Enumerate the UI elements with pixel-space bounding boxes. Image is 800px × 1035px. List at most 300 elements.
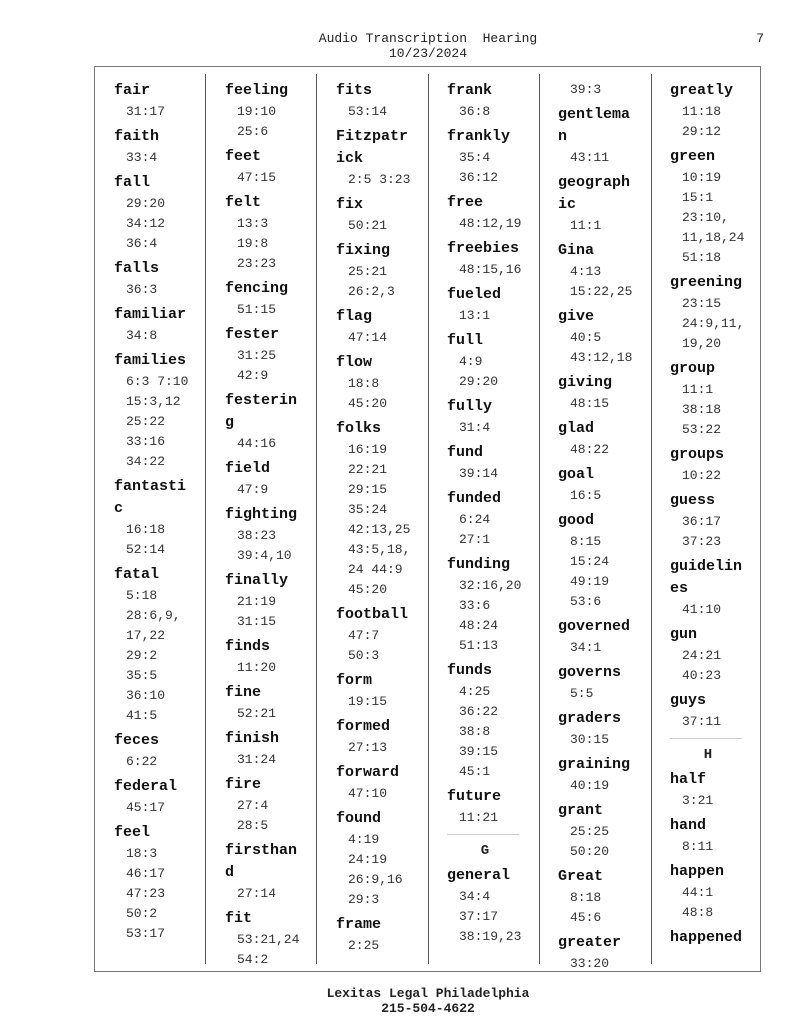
index-term: frank — [447, 82, 493, 99]
index-term: formed — [336, 718, 391, 735]
page-line-reference: 43:11 — [570, 150, 610, 165]
page-line-reference: 29:12 — [682, 124, 722, 139]
page-line-reference: 35:24 — [348, 502, 388, 517]
index-term: fantasti — [114, 478, 187, 495]
index-term: fixing — [336, 242, 391, 259]
page-line-reference: 42:13,25 — [348, 522, 411, 537]
index-references — [225, 704, 335, 724]
index-term: n — [558, 128, 568, 145]
page-line-reference: 3:21 — [682, 793, 714, 808]
page-line-reference: 27:4 — [237, 798, 269, 813]
index-references — [447, 352, 557, 392]
page-line-reference: 40:5 — [570, 330, 602, 345]
index-term: governs — [558, 664, 622, 681]
index-term: greater — [558, 934, 622, 951]
index-references — [225, 480, 335, 500]
index-term: guidelin — [670, 558, 743, 575]
index-term: g — [225, 414, 235, 431]
page-line-reference: 45:20 — [348, 396, 388, 411]
index-references — [447, 464, 557, 484]
index-references — [114, 520, 224, 560]
index-term: found — [336, 810, 382, 827]
page-line-reference: 50:20 — [570, 844, 610, 859]
index-references — [336, 784, 446, 804]
index-references — [225, 526, 335, 566]
page-line-reference: 35:4 — [459, 150, 491, 165]
page-line-reference: 13:1 — [459, 308, 491, 323]
index-term: fencing — [225, 280, 289, 297]
index-term: happen — [670, 863, 725, 880]
page-line-reference: 23:23 — [237, 256, 277, 271]
page-line-reference: 49:19 — [570, 574, 610, 589]
index-term: greatly — [670, 82, 734, 99]
index-term: firsthan — [225, 842, 298, 859]
page-line-reference: 26:2,3 — [348, 284, 395, 299]
page-line-reference: 28:5 — [237, 818, 269, 833]
page-line-reference: 11:20 — [237, 660, 277, 675]
page-line-reference: 24:9,11, — [682, 316, 745, 331]
index-references — [558, 80, 668, 100]
index-term: feeling — [225, 82, 289, 99]
section-letter: H — [703, 747, 713, 763]
index-term: future — [447, 788, 502, 805]
page-line-reference: 32:16,20 — [459, 578, 522, 593]
index-references — [558, 888, 668, 928]
page-line-reference: 36:22 — [459, 704, 499, 719]
index-term: festerin — [225, 392, 298, 409]
index-references — [670, 837, 780, 857]
page-line-reference: 2:5 3:23 — [348, 172, 411, 187]
index-term: federal — [114, 778, 178, 795]
page-line-reference: 4:9 — [459, 354, 483, 369]
page-line-reference: 48:15,16 — [459, 262, 522, 277]
index-references — [336, 440, 446, 600]
page-line-reference: 25:25 — [570, 824, 610, 839]
page-line-reference: 24 44:9 — [348, 562, 403, 577]
index-references — [114, 102, 224, 122]
index-references — [114, 372, 224, 472]
page-line-reference: 31:4 — [459, 420, 491, 435]
index-term: geograph — [558, 174, 631, 191]
index-term: fit — [225, 910, 253, 927]
index-term: glad — [558, 420, 595, 437]
index-term: flow — [336, 354, 373, 371]
page-line-reference: 47:14 — [348, 330, 388, 345]
page-line-reference: 53:17 — [126, 926, 166, 941]
page-line-reference: 15:22,25 — [570, 284, 633, 299]
page-number: 7 — [756, 31, 764, 46]
index-term: freebies — [447, 240, 520, 257]
index-term: grant — [558, 802, 604, 819]
index-term: fully — [447, 398, 493, 415]
index-term: fine — [225, 684, 262, 701]
page-line-reference: 37:11 — [682, 714, 722, 729]
page-line-reference: 33:6 — [459, 598, 491, 613]
index-references — [336, 102, 446, 122]
page-line-reference: 25:22 — [126, 414, 166, 429]
index-term: form — [336, 672, 373, 689]
index-term: feel — [114, 824, 151, 841]
index-references — [336, 374, 446, 414]
page-line-reference: 4:13 — [570, 264, 602, 279]
footer — [0, 986, 800, 1016]
index-references — [670, 294, 780, 354]
index-term: goal — [558, 466, 595, 483]
index-references — [447, 306, 557, 326]
page-line-reference: 47:7 — [348, 628, 380, 643]
page-line-reference: 44:16 — [237, 436, 277, 451]
index-term: Great — [558, 868, 604, 885]
index-term: c — [114, 500, 124, 517]
index-column-5 — [558, 80, 668, 978]
index-column-4 — [447, 80, 557, 951]
index-references — [114, 798, 224, 818]
page-line-reference: 23:10, — [682, 210, 729, 225]
index-references — [670, 600, 780, 620]
index-references — [225, 930, 335, 970]
index-references — [114, 280, 224, 300]
page-line-reference: 51:15 — [237, 302, 277, 317]
index-references — [670, 380, 780, 440]
page-line-reference: 31:15 — [237, 614, 277, 629]
index-term: fire — [225, 776, 262, 793]
index-references — [558, 440, 668, 460]
page-line-reference: 38:23 — [237, 528, 277, 543]
index-references — [336, 738, 446, 758]
page-line-reference: 18:8 — [348, 376, 380, 391]
index-references — [447, 418, 557, 438]
page-line-reference: 29:20 — [459, 374, 499, 389]
page-line-reference: 34:22 — [126, 454, 166, 469]
index-term: fund — [447, 444, 484, 461]
page-line-reference: 34:8 — [126, 328, 158, 343]
page-line-reference: 6:24 — [459, 512, 491, 527]
page-line-reference: 25:6 — [237, 124, 269, 139]
page-line-reference: 8:11 — [682, 839, 714, 854]
index-term: ick — [336, 150, 364, 167]
index-references — [447, 102, 557, 122]
index-references — [447, 808, 557, 828]
page-line-reference: 36:8 — [459, 104, 491, 119]
page-line-reference: 37:17 — [459, 909, 499, 924]
index-references — [225, 300, 335, 320]
index-references — [225, 796, 335, 836]
index-references — [670, 791, 780, 811]
index-term: families — [114, 352, 187, 369]
page-line-reference: 5:5 — [570, 686, 594, 701]
page-line-reference: 27:13 — [348, 740, 388, 755]
page-line-reference: 27:14 — [237, 886, 277, 901]
page-line-reference: 11:1 — [570, 218, 602, 233]
header-date: 10/23/2024 — [388, 46, 467, 61]
index-column-6 — [670, 80, 780, 949]
index-term: graders — [558, 710, 622, 727]
index-term: guess — [670, 492, 716, 509]
index-references — [225, 884, 335, 904]
index-term: fair — [114, 82, 151, 99]
index-references — [558, 638, 668, 658]
section-header — [670, 738, 780, 765]
index-term: funding — [447, 556, 511, 573]
index-term: free — [447, 194, 484, 211]
header-title: Audio Transcription Hearing — [318, 31, 538, 46]
index-references — [558, 216, 668, 236]
index-term: Gina — [558, 242, 595, 259]
page-line-reference: 22:21 — [348, 462, 388, 477]
page-line-reference: 48:12,19 — [459, 216, 522, 231]
index-term: green — [670, 148, 716, 165]
index-term: gentlema — [558, 106, 631, 123]
index-term: gun — [670, 626, 698, 643]
index-term: d — [225, 864, 235, 881]
index-term: full — [447, 332, 484, 349]
index-references — [225, 592, 335, 632]
page-line-reference: 53:21,24 — [237, 932, 300, 947]
page-line-reference: 37:23 — [682, 534, 722, 549]
index-references — [670, 712, 780, 732]
page-line-reference: 48:15 — [570, 396, 610, 411]
page-line-reference: 31:25 — [237, 348, 277, 363]
index-term: finally — [225, 572, 289, 589]
index-term: fits — [336, 82, 373, 99]
page-line-reference: 48:22 — [570, 442, 610, 457]
index-term: funds — [447, 662, 493, 679]
index-term: finds — [225, 638, 271, 655]
page-line-reference: 48:24 — [459, 618, 499, 633]
footer-phone: 215-504-4622 — [381, 1001, 475, 1016]
page-line-reference: 53:6 — [570, 594, 602, 609]
page-line-reference: 44:1 — [682, 885, 714, 900]
index-references — [670, 883, 780, 923]
page-line-reference: 54:2 — [237, 952, 269, 967]
page-line-reference: 2:25 — [348, 938, 380, 953]
index-term: governed — [558, 618, 631, 635]
index-references — [114, 148, 224, 168]
index-references — [447, 148, 557, 188]
index-references — [114, 194, 224, 254]
page-line-reference: 21:19 — [237, 594, 277, 609]
section-rule — [447, 834, 519, 835]
page-line-reference: 25:21 — [348, 264, 388, 279]
page-line-reference: 10:22 — [682, 468, 722, 483]
page-line-reference: 36:17 — [682, 514, 722, 529]
index-references — [670, 512, 780, 552]
page-line-reference: 8:18 — [570, 890, 602, 905]
page-line-reference: 43:12,18 — [570, 350, 633, 365]
index-term: funded — [447, 490, 502, 507]
index-term: field — [225, 460, 271, 477]
index-term: hand — [670, 817, 707, 834]
page-line-reference: 11:21 — [459, 810, 499, 825]
index-references — [225, 346, 335, 386]
index-references — [447, 260, 557, 280]
index-term: happened — [670, 929, 743, 946]
index-references — [225, 434, 335, 454]
page-line-reference: 11,18,24 — [682, 230, 745, 245]
index-references — [114, 326, 224, 346]
page-line-reference: 45:17 — [126, 800, 166, 815]
page-line-reference: 34:1 — [570, 640, 602, 655]
page-line-reference: 38:8 — [459, 724, 491, 739]
index-references — [447, 510, 557, 550]
index-term: fatal — [114, 566, 160, 583]
page-line-reference: 39:3 — [570, 82, 602, 97]
index-term: finish — [225, 730, 280, 747]
index-references — [336, 216, 446, 236]
section-header — [447, 834, 557, 861]
index-references — [225, 658, 335, 678]
index-term: flag — [336, 308, 373, 325]
section-letter: G — [480, 843, 490, 859]
index-term: folks — [336, 420, 382, 437]
page-line-reference: 5:18 — [126, 588, 158, 603]
page-line-reference: 16:19 — [348, 442, 388, 457]
page-line-reference: 4:25 — [459, 684, 491, 699]
page-line-reference: 36:10 — [126, 688, 166, 703]
page-line-reference: 16:18 — [126, 522, 166, 537]
page-line-reference: 19:8 — [237, 236, 269, 251]
index-references — [558, 776, 668, 796]
page-line-reference: 40:23 — [682, 668, 722, 683]
page-line-reference: 47:9 — [237, 482, 269, 497]
page-line-reference: 36:3 — [126, 282, 158, 297]
page-line-reference: 33:16 — [126, 434, 166, 449]
index-term: good — [558, 512, 595, 529]
index-references — [225, 168, 335, 188]
page-line-reference: 4:19 — [348, 832, 380, 847]
page-line-reference: 41:10 — [682, 602, 722, 617]
index-references — [336, 936, 446, 956]
page-line-reference: 16:5 — [570, 488, 602, 503]
index-references — [447, 576, 557, 656]
page-line-reference: 52:21 — [237, 706, 277, 721]
index-references — [558, 954, 668, 974]
page-line-reference: 24:21 — [682, 648, 722, 663]
index-term: graining — [558, 756, 631, 773]
index-column-1 — [114, 80, 224, 948]
index-references — [447, 887, 557, 947]
index-term: fall — [114, 174, 151, 191]
page-line-reference: 38:18 — [682, 402, 722, 417]
index-references — [558, 486, 668, 506]
page-line-reference: 30:15 — [570, 732, 610, 747]
page-line-reference: 10:19 — [682, 170, 722, 185]
page-line-reference: 46:17 — [126, 866, 166, 881]
page-line-reference: 53:22 — [682, 422, 722, 437]
index-references — [336, 692, 446, 712]
index-term: general — [447, 867, 511, 884]
page-line-reference: 43:5,18, — [348, 542, 411, 557]
index-references — [558, 262, 668, 302]
index-term: giving — [558, 374, 613, 391]
index-term: groups — [670, 446, 725, 463]
footer-company: Lexitas Legal Philadelphia — [326, 986, 530, 1001]
index-references — [336, 830, 446, 910]
page-line-reference: 50:21 — [348, 218, 388, 233]
index-references — [558, 328, 668, 368]
index-references — [558, 148, 668, 168]
page-line-reference: 15:3,12 — [126, 394, 181, 409]
index-references — [670, 646, 780, 686]
index-term: guys — [670, 692, 707, 709]
section-rule — [670, 738, 742, 739]
page-line-reference: 23:15 — [682, 296, 722, 311]
page-line-reference: 27:1 — [459, 532, 491, 547]
page-line-reference: 42:9 — [237, 368, 269, 383]
page-line-reference: 31:24 — [237, 752, 277, 767]
index-term: Fitzpatr — [336, 128, 409, 145]
page-line-reference: 19,20 — [682, 336, 722, 351]
page-line-reference: 29:2 — [126, 648, 158, 663]
page-line-reference: 15:24 — [570, 554, 610, 569]
index-column-2 — [225, 80, 335, 974]
page-line-reference: 47:23 — [126, 886, 166, 901]
index-references — [336, 328, 446, 348]
page-line-reference: 39:14 — [459, 466, 499, 481]
index-references — [558, 684, 668, 704]
page-line-reference: 26:9,16 — [348, 872, 403, 887]
index-term: frankly — [447, 128, 511, 145]
index-references — [336, 626, 446, 666]
index-references — [114, 586, 224, 726]
page-line-reference: 39:15 — [459, 744, 499, 759]
page-line-reference: 34:4 — [459, 889, 491, 904]
index-references — [336, 170, 446, 190]
page-line-reference: 39:4,10 — [237, 548, 292, 563]
index-term: half — [670, 771, 707, 788]
index-references — [336, 262, 446, 302]
page-line-reference: 36:12 — [459, 170, 499, 185]
index-term: fester — [225, 326, 280, 343]
page-line-reference: 45:6 — [570, 910, 602, 925]
index-references — [670, 168, 780, 268]
index-references — [558, 532, 668, 612]
page-line-reference: 8:15 — [570, 534, 602, 549]
index-references — [670, 102, 780, 142]
index-term: football — [336, 606, 409, 623]
index-references — [225, 102, 335, 142]
index-column-3 — [336, 80, 446, 960]
page-line-reference: 50:2 — [126, 906, 158, 921]
page-line-reference: 15:1 — [682, 190, 714, 205]
index-term: familiar — [114, 306, 187, 323]
index-references — [447, 682, 557, 782]
page-line-reference: 19:10 — [237, 104, 277, 119]
page-line-reference: 29:20 — [126, 196, 166, 211]
page-line-reference: 50:3 — [348, 648, 380, 663]
page-line-reference: 11:1 — [682, 382, 714, 397]
index-term: felt — [225, 194, 262, 211]
index-term: group — [670, 360, 716, 377]
page-line-reference: 45:20 — [348, 582, 388, 597]
index-term: feces — [114, 732, 160, 749]
page-line-reference: 38:19,23 — [459, 929, 522, 944]
index-term: fueled — [447, 286, 502, 303]
page-line-reference: 36:4 — [126, 236, 158, 251]
page-line-reference: 29:3 — [348, 892, 380, 907]
page-line-reference: 53:14 — [348, 104, 388, 119]
index-term: forward — [336, 764, 400, 781]
page-line-reference: 29:15 — [348, 482, 388, 497]
page-line-reference: 51:13 — [459, 638, 499, 653]
index-references — [225, 214, 335, 274]
index-term: fix — [336, 196, 364, 213]
page-line-reference: 52:14 — [126, 542, 166, 557]
index-term: frame — [336, 916, 382, 933]
index-term: greening — [670, 274, 743, 291]
page-line-reference: 45:1 — [459, 764, 491, 779]
index-references — [114, 752, 224, 772]
